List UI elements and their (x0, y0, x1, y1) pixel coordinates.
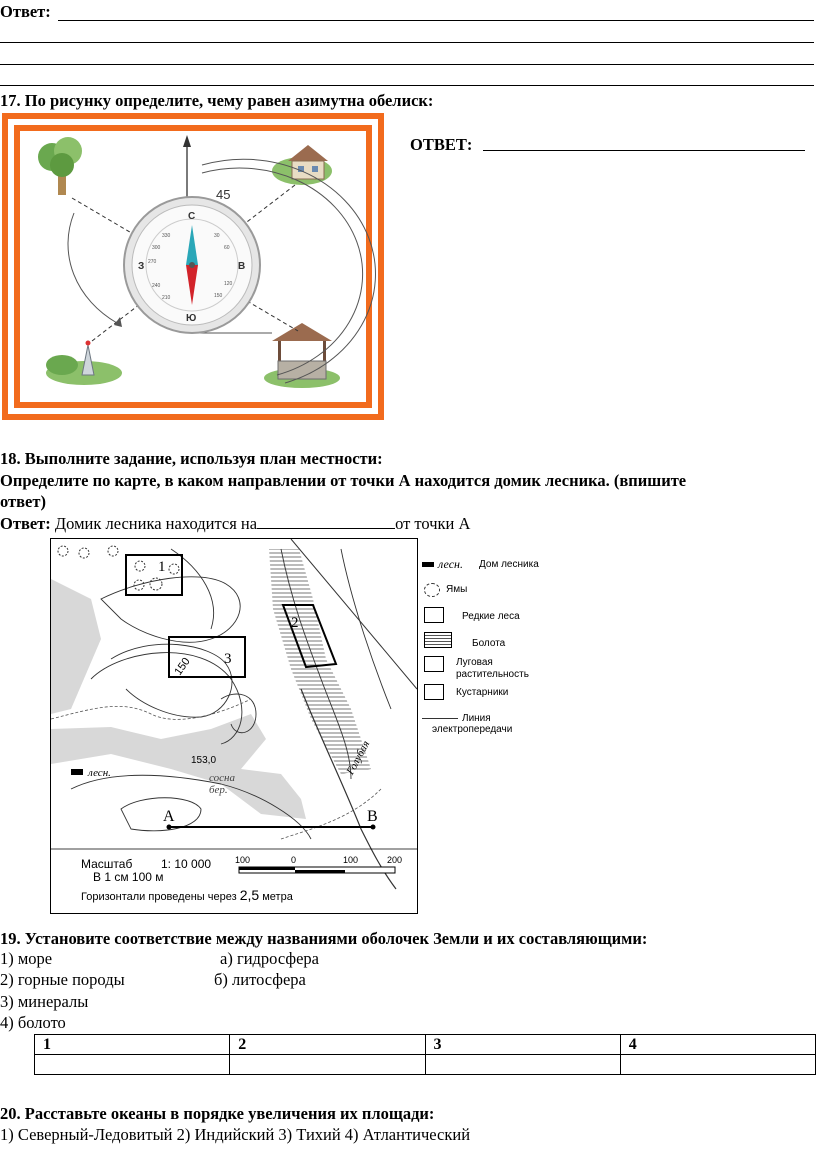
legend-forester-house: Дом лесника (479, 559, 539, 570)
svg-text:С: С (188, 211, 196, 222)
q19-item-1: 1) море (0, 949, 53, 968)
svg-text:3: 3 (224, 651, 232, 667)
svg-text:210: 210 (162, 295, 171, 301)
svg-text:153,0: 153,0 (191, 755, 217, 766)
svg-text:200: 200 (387, 855, 403, 865)
answer-line[interactable] (0, 42, 814, 43)
answer-cell-3[interactable] (425, 1055, 620, 1075)
svg-text:270: 270 (148, 259, 157, 265)
legend-power-line-2: электропередачи (432, 724, 513, 735)
svg-text:120: 120 (224, 281, 233, 287)
svg-text:300: 300 (152, 245, 161, 251)
svg-text:330: 330 (162, 233, 171, 239)
legend-sparse-forest: Редкие леса (462, 611, 520, 622)
q19-option-b: б) литосфера (214, 970, 306, 989)
table-header-2: 2 (230, 1035, 425, 1055)
q18-answer-blank[interactable] (257, 514, 395, 529)
table-header-1: 1 (35, 1035, 230, 1055)
svg-text:З: З (138, 261, 145, 272)
legend-swamps: Болота (472, 638, 506, 649)
legend-meadow-1: Луговая (456, 657, 493, 668)
svg-text:240: 240 (152, 283, 161, 289)
legend-meadow-icon (424, 656, 444, 672)
legend-shrubs: Кустарники (456, 687, 509, 698)
legend-pits-icon (424, 583, 440, 597)
q18-title: 18. Выполните задание, используя план местности: (0, 449, 383, 468)
svg-text:100: 100 (235, 855, 251, 865)
q19-item-4: 4) болото (0, 1013, 66, 1032)
svg-text:Масштаб: Масштаб (81, 857, 133, 871)
svg-text:В 1 см 100 м: В 1 см 100 м (93, 870, 164, 884)
legend-forest-abbr: лесн. (438, 557, 463, 571)
q18-answer-text-after: от точки А (395, 514, 471, 533)
q19-item-3: 3) минералы (0, 992, 89, 1011)
q20-options: 1) Северный-Ледовитый 2) Индийский 3) Тихий 4) Атлантический (0, 1125, 471, 1144)
answer-line[interactable] (0, 64, 814, 65)
svg-text:2: 2 (291, 615, 299, 631)
svg-text:100: 100 (343, 855, 359, 865)
q19-option-a: а) гидросфера (220, 949, 319, 968)
svg-text:60: 60 (224, 245, 230, 251)
table-header-3: 3 (425, 1035, 620, 1055)
svg-text:Горизонтали проведены через: Горизонтали проведены через 2,5 метра (81, 887, 293, 903)
angle-label: 45 (216, 187, 231, 202)
compass-picture-frame (2, 113, 384, 420)
q17-answer-line[interactable] (483, 150, 805, 151)
legend-meadow-2: растительность (456, 669, 529, 680)
terrain-map (50, 538, 418, 914)
q19-answer-table (34, 1034, 816, 1075)
well-icon (264, 323, 340, 388)
legend-swamp-icon (424, 632, 452, 648)
tree-icon (38, 137, 82, 195)
svg-text:бер.: бер. (209, 784, 228, 796)
q18-answer-row (0, 514, 470, 534)
legend-power-line-1: Линия (462, 713, 491, 724)
answer-cell-2[interactable] (230, 1055, 425, 1075)
legend-sparse-forest-icon (424, 607, 444, 623)
svg-text:150: 150 (172, 655, 193, 678)
svg-text:1: 1 (158, 559, 166, 575)
table-header-4: 4 (620, 1035, 815, 1055)
svg-text:Ю: Ю (186, 313, 197, 324)
answer-line[interactable] (0, 85, 814, 86)
svg-text:150: 150 (214, 293, 223, 299)
legend-house-icon (422, 562, 434, 567)
svg-text:Голубая: Голубая (344, 738, 373, 777)
svg-text:В: В (238, 261, 246, 272)
q19-item-2: 2) горные породы (0, 970, 125, 989)
q18-answer-label: Ответ: (0, 514, 51, 533)
house-icon (272, 145, 332, 185)
terrain-map-drawing (51, 539, 417, 913)
compass-illustration (2, 113, 384, 420)
svg-text:сосна: сосна (209, 772, 235, 784)
q17-title: 17. По рисунку определите, чему равен азимутна обелиск: (0, 91, 434, 110)
legend-shrubs-icon (424, 684, 444, 700)
answer-line[interactable] (58, 20, 814, 21)
svg-text:0: 0 (291, 855, 297, 865)
q17-answer-label: ОТВЕТ: (410, 135, 473, 154)
q20-title: 20. Расставьте океаны в порядке увеличения их площади: (0, 1104, 435, 1123)
q19-title: 19. Установите соответствие между названиями оболочек Земли и их составляющими: (0, 929, 648, 948)
answer-cell-4[interactable] (620, 1055, 815, 1075)
obelisk-icon (46, 341, 122, 386)
answer-cell-1[interactable] (35, 1055, 230, 1075)
legend-power-line-icon (422, 718, 458, 719)
svg-text:лесн.: лесн. (88, 767, 111, 779)
legend-pits: Ямы (446, 584, 468, 595)
compass-icon (124, 197, 260, 333)
q18-task-line2: ответ) (0, 492, 46, 511)
svg-text:A: A (163, 808, 175, 825)
svg-text:1: 10 000: 1: 10 000 (161, 857, 212, 871)
q18-task-line1: Определите по карте, в каком направлении от точки А находится домик лесника. (впишите (0, 471, 687, 490)
svg-text:30: 30 (214, 233, 220, 239)
svg-text:B: B (367, 808, 378, 825)
q16-answer-label: Ответ: (0, 2, 51, 21)
q18-answer-text-before: Домик лесника находится на (54, 514, 258, 533)
